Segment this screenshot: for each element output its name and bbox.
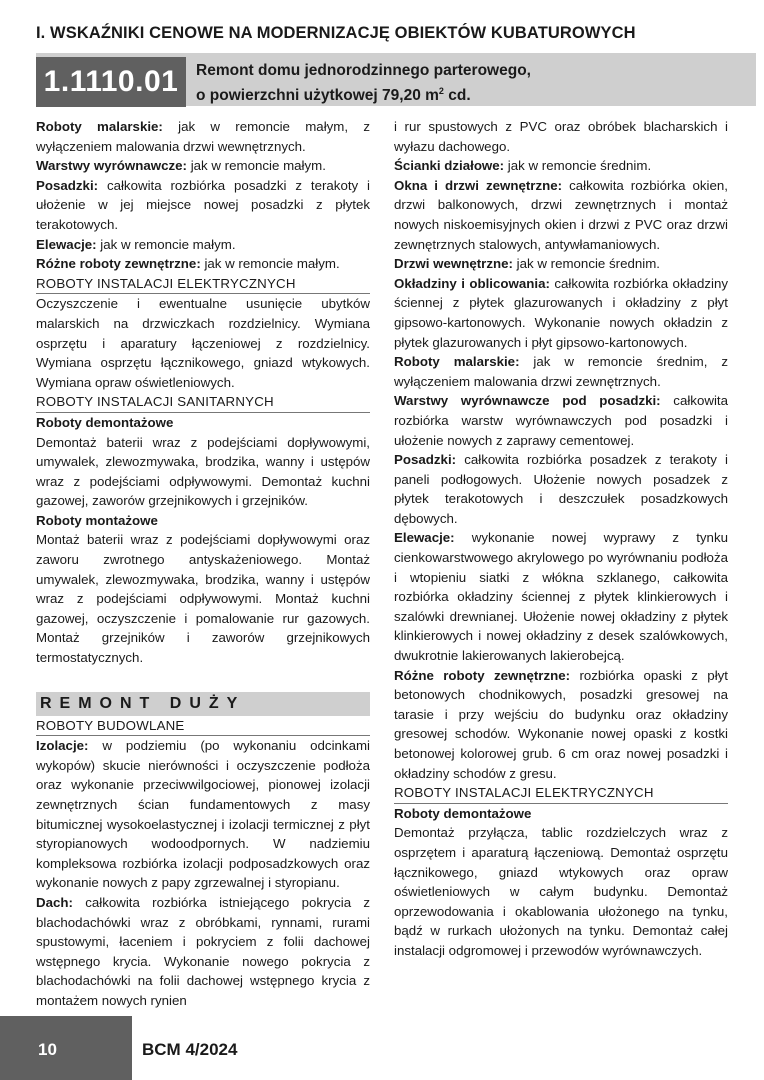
left-column	[36, 117, 370, 1011]
paragraph: Montaż baterii wraz z podejściami dopływowymi oraz zaworu zwrotnego antyskażeniowego. Montaż umywalek, zlewozmywaka, brodzika, wanny i ustępów wraz z podejściami odpływowymi. Montaż kuchni gazowej, oczyszczenie i pomalowanie rur gazowych. Montaż grzejników i zaworów grzejnikowych termostatycznych.	[36, 532, 370, 666]
paragraph: Oczyszczenie i ewentualne usunięcie ubytków malarskich na drzwiczkach rozdzielnicy. Wymiana osprzętu i aparatury łączeniowej z rozdzielnicy. Wymiana osprzętu łącznikowego, gniazd wtykowych. Wymiana opraw oświetleniowych.	[36, 296, 370, 390]
footer-page-box	[0, 1016, 132, 1080]
bold-heading: Roboty demontażowe	[36, 414, 174, 430]
right-column	[394, 117, 728, 961]
paragraph: Roboty malarskie: jak w remoncie małym, z wyłączeniem malowania drzwi wewnętrznych.	[36, 119, 370, 154]
item-code: 1.1110.01	[36, 57, 186, 107]
footer-issue: BCM 4/2024	[142, 1040, 238, 1059]
section-title: I. WSKAŹNIKI CENOWE NA MODERNIZACJĘ OBIEKTÓW KUBATUROWYCH	[36, 24, 636, 42]
subsection-heading: ROBOTY INSTALACJI ELEKTRYCZNYCH	[36, 274, 370, 295]
paragraph: Posadzki: całkowita rozbiórka posadzek z terakoty i paneli podłogowych. Ułożenie nowych posadzek z płytek terakotowych i deszczułek posadzkowych dębowych.	[394, 452, 728, 526]
subsection-heading: ROBOTY INSTALACJI ELEKTRYCZNYCH	[394, 783, 728, 804]
paragraph: i rur spustowych z PVC oraz obróbek blacharskich i wyłazu dachowego.	[394, 119, 728, 154]
bold-heading: Roboty montażowe	[36, 512, 158, 528]
major-section-heading: REMONT DUŻY	[36, 692, 370, 716]
item-title-line2: o powierzchni użytkowej 79,20 $m^2$ cd.	[196, 86, 471, 105]
paragraph: Dach: całkowita rozbiórka istniejącego pokrycia z blachodachówki wraz z obróbkami, rynnami, rurami spustowymi, łaceniem i pokryciem z folii dachowej wstępnego krycia. Wykonanie nowego pokrycia z blachodachówki na folii dachowej wstępnego krycia z montażem nowych rynien	[36, 894, 370, 1008]
paragraph: Ścianki działowe: jak w remoncie średnim.	[394, 158, 652, 174]
paragraph: Warstwy wyrównawcze: jak w remoncie małym.	[36, 158, 326, 174]
paragraph: Elewacje: jak w remoncie małym.	[36, 236, 236, 252]
bold-heading: Roboty demontażowe	[394, 805, 532, 821]
subsection-heading: ROBOTY INSTALACJI SANITARNYCH	[36, 392, 370, 413]
item-title	[196, 60, 736, 106]
paragraph: Różne roboty zewnętrzne: jak w remoncie małym.	[36, 256, 340, 272]
subsection-heading: ROBOTY BUDOWLANE	[36, 716, 370, 737]
page-number: 10	[38, 1040, 57, 1059]
paragraph: Demontaż przyłącza, tablic rozdzielczych wraz z osprzętem i aparaturą łączeniową. Demontaż osprzętu łącznikowego, gniazd wtykowych oraz opraw oświetleniowych w całym budynku. Demontaż oprzewodowania i okablowania ułożonego na tynku, bądź w rurkach ułożonych na tynku. Demontaż całej instalacji odgromowej i przewodów wyrównawczych.	[394, 825, 728, 958]
paragraph: Roboty malarskie: jak w remoncie średnim, z wyłączeniem malowania drzwi zewnętrznych.	[394, 354, 728, 389]
paragraph: Izolacje: w podziemiu (po wykonaniu odcinkami wykopów) skucie nierówności i oczyszczenie podłoża oraz wykonanie przeciwwilgociowej, pionowej izolacji zewnętrznych ścian fundamentowych z masy bitumicznej wysokoelastycznej i izolacji termicznej z płyt styropianowych wodoodpornych. W nadziemiu kompleksowa rozbiórka izolacji podposadzkowych oraz wykonanie nowych z papy zgrzewalnej i styropianu.	[36, 738, 370, 891]
paragraph: Różne roboty zewnętrzne: rozbiórka opaski z płyt betonowych chodnikowych, posadzki gresowej na tarasie i przy wejściu do budynku oraz okładziny gresowej schodów. Wykonanie nowej opaski z kostki betonowej kolorowej grub. 6 cm oraz nowej posadzki i okładziny schodów z gresu.	[394, 667, 728, 781]
paragraph: Warstwy wyrównawcze pod posadzki: całkowita rozbiórka warstw wyrównawczych pod posadzki i ułożenie nowych z zaprawy cementowej.	[394, 393, 728, 448]
paragraph: Demontaż baterii wraz z podejściami dopływowymi, umywalek, zlewozmywaka, brodzika, wanny i ustępów wraz z podejściami odpływowymi. Demontaż kuchni gazowej, zaworów grzejnikowych i grzejników.	[36, 434, 370, 509]
paragraph: Drzwi wewnętrzne: jak w remoncie średnim.	[394, 256, 661, 272]
item-title-line1: Remont domu jednorodzinnego parterowego,	[196, 62, 531, 79]
paragraph: Okna i drzwi zewnętrzne: całkowita rozbiórka okien, drzwi balkonowych, drzwi zewnętrznych i montaż nowych niskoemisyjnych okien i drzwi z PVC oraz drzwi zewnętrznych stalowych, antywłamaniowych.	[394, 177, 728, 252]
paragraph: Posadzki: całkowita rozbiórka posadzki z terakoty i ułożenie w jej miejsce nowej posadzki z płytek terakotowych.	[36, 177, 370, 232]
paragraph: Okładziny i oblicowania: całkowita rozbiórka okładziny ściennej z płytek glazurowanych i okładziny z płyt gipsowo-kartonowych. Wykonanie nowych okładzin z płytek glazurowanych i płyt gipsowo-kartonowych.	[394, 275, 728, 350]
paragraph: Elewacje: wykonanie nowej wyprawy z tynku cienkowarstwowego akrylowego po wyrównaniu podłoża i wtopieniu siatki z włókna szklanego, całkowita rozbiórka okładziny ściennej z płytek klinkierowych i szalówki drewnianej. Ułożenie nowej okładziny z płytek klinkierowych i nowej okładziny z desek szalówkowych, dwukrotnie lakierowanych lakierobejcą.	[394, 530, 728, 664]
